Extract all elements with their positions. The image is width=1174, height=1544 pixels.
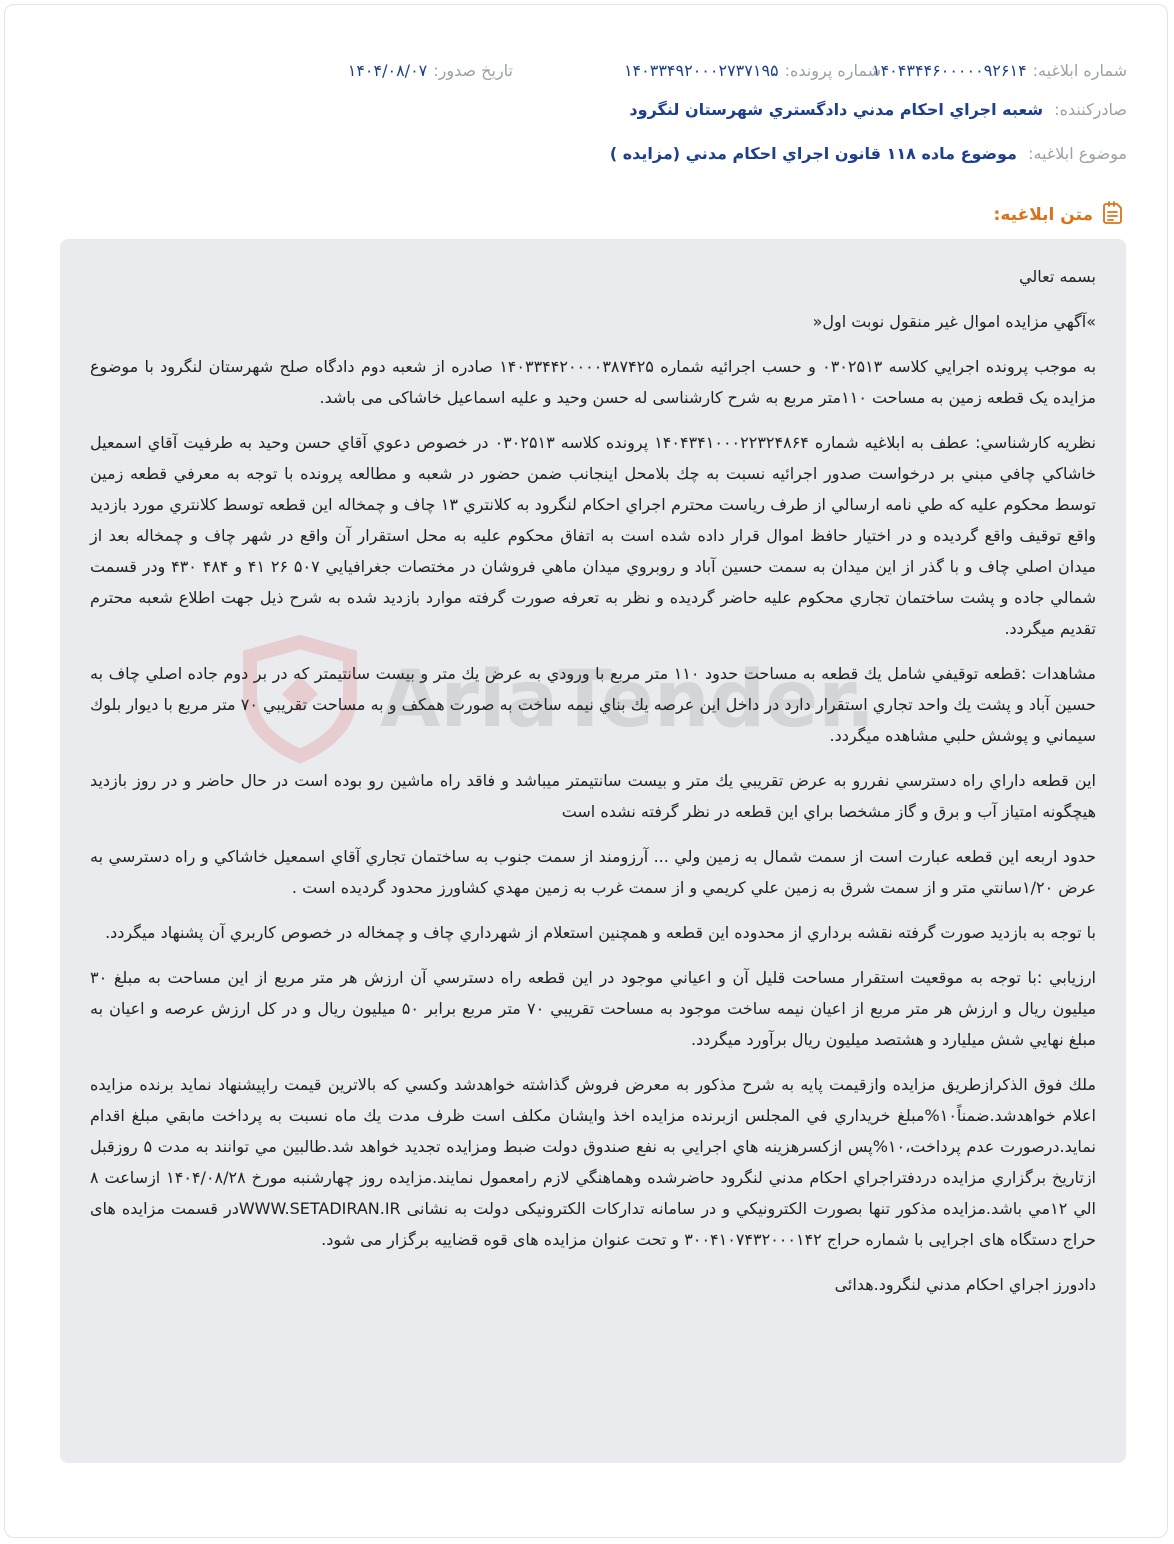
paragraph-4: نظريه كارشناسي: عطف به ابلاغيه شماره ۱۴۰۴۳۴۱۰۰۰۲۲۳۲۴۸۶۴ پرونده كلاسه ۰۳۰۲۵۱۳ در خصوص دعوي آقاي حسن وحيد به طرفيت آقاي اسمعيل خاشاكي چافي مبني بر درخواست صدور اجرائيه نسبت به چك بلامحل اينجانب ضمن حضور در شعبه و مطالعه پرونده با توجه به معرفي قطعه زمين توسط محكوم عليه كه طي نامه ارسالي از طرف رياست محترم اجراي احكام لنگرود به كلانتري ۱۳ چاف و چمخاله اين قطعه توسط كلانتري مورد بازديد واقع توقيف واقع گرديده و در اختيار حافظ اموال قرار داده شده است به اتفاق محكوم عليه به محل استقرار آن واقع در شهر چاف و چمخاله بعد از ميدان اصلي چاف و با گذر از اين ميدان به سمت حسين آباد و روبروي ميدان ماهي فروشان در مختصات جغرافيايي ۵۰۷ ۲۶ ۴۱ و ۴۸۴ ۴۳۰ ودر قسمت شمالي جاده و پشت ساختمان تجاري محكوم عليه حاضر گرديده و نظر به تعرفه صورت گرفته موارد بازديد شده به شرح ذيل جهت اطلاع شعبه محترم تقديم ميگردد. <box>90 433 1096 638</box>
case-number <box>513 61 881 80</box>
paragraph-9: ارزيابي :با توجه به موقعيت استقرار مساحت قليل آن و اعياني موجود در اين قطعه راه دسترسي آن ارزش هر متر مربع از اين مساحت به مبلغ ۳۰ ميليون ريال و ارزش هر متر مربع از اعيان نيمه ساخت موجود به مساحت تقريبي ۷۰ متر مربع برابر ۵۰ ميليون ريال و در كل ارزش عرصه و اعيان به مبلغ نهايي شش ميليارد و هشتصد ميليون ريال برآورد ميگردد. <box>90 968 1097 1049</box>
notice-text-heading <box>994 202 1125 228</box>
document-icon <box>1101 200 1125 231</box>
paragraph-8: با توجه به بازديد صورت گرفته نقشه برداري از محدوده اين قطعه و همچنين استعلام از شهرداري چاف و چمخاله در خصوص كاربري آن پشنهاد ميگردد. <box>105 923 1096 942</box>
watermark-text: AriaTender. <box>380 655 876 745</box>
paragraph-6: اين قطعه داراي راه دسترسي نفررو به عرض تقريبي يك متر و بيست سانتيمتر ميباشد و فاقد راه ماشين رو بوده است در حال حاضر و در روز بازديد هيچگونه امتياز آب و برق و گاز مشخصا براي اين قطعه در نظر گرفته نشده است <box>90 771 1096 821</box>
issuer-line <box>629 100 1127 119</box>
paragraph-10: ملك فوق الذكرازطريق مزايده وازقيمت پايه به شرح مذكور به معرض فروش گذاشته خواهدشد وكسي كه بالاترين قيمت راپيشنهاد نمايد برنده مزايده اعلام خواهدشد.ضمناً۱۰%مبلغ خريداري في المجلس ازبرنده مزايده اخذ وايشان مكلف است ظرف مدت يك ماه نسبت به پرداخت مابقي مبلغ اقدام نمايد.درصورت عدم پرداخت،۱۰%پس ازكسرهزينه هاي اجرايي به نفع صندوق دولت ضبط ومزايده تجديد خواهد شد.طالبين مي توانند به مدت ۵ روزقبل ازتاريخ برگزاري مزايده دردفتراجراي احكام مدني لنگرود حاضرشده وهماهنگي لازم رامعمول نمايند.مزايده روز چهارشنبه مورخ ۱۴۰۴/۰۸/۲۸ ازساعت ۸ الي ۱۲مي باشد.مزايده مذکور تنها بصورت الكترونيكي و در سامانه تدارکات الکترونیکی دولت به نشانی WWW.SETADIRAN.IRدر قسمت مزایده های حراج دستگاه های اجرایی با شماره حراج ۳۰۰۴۱۰۷۴۳۲۰۰۰۱۴۲ و تحت عنوان مزایده های قوه قضاییه برگزار می شود. <box>90 1075 1097 1249</box>
notice-number-label: شماره ابلاغيه: <box>1032 60 1127 80</box>
notice-number <box>871 60 1127 80</box>
paragraph-7: حدود اربعه اين قطعه عبارت است از سمت شمال به زمين ولي ... آرزومند از سمت جنوب به ساختمان تجاري آقاي اسمعيل خاشاكي و راه دسترسي به عرض ۱/۲۰سانتي متر و از سمت شرق به زمين علي كريمي و از سمت غرب به زمين مهدي كشاورز محدود گرديده است . <box>90 847 1096 897</box>
paragraph-2: »آگهي مزايده اموال غير منقول نوبت اول« <box>812 312 1096 331</box>
case-number-label: شماره پرونده: <box>784 60 881 80</box>
issuer-value: شعبه اجراي احكام مدني دادگستري شهرستان لنگرود <box>629 100 1044 119</box>
subject-label: موضوع ابلاغيه: <box>1028 144 1127 163</box>
issue-date-label: تاريخ صدور: <box>433 60 513 80</box>
issuer-label: صادرکننده: <box>1054 100 1127 119</box>
paragraph-3: به موجب پرونده اجرايي كلاسه ۰۳۰۲۵۱۳ و حسب اجرائيه شماره ۱۴۰۳۳۴۴۲۰۰۰۰۳۸۷۴۲۵ صادره از شعبه دوم دادگاه صلح شهرستان لنگرود با موضوع مزايده یک قطعه زمين به مساحت ۱۱۰متر مربع به شرح کارشناسی له حسن وحيد و عليه اسماعيل خاشاکی می باشد. <box>90 357 1097 407</box>
subject-value: موضوع ماده ۱۱۸ قانون اجراي احكام مدني (مزايده ) <box>609 144 1017 163</box>
case-number-value: ۱۴۰۳۳۴۹۲۰۰۰۲۷۳۷۱۹۵ <box>623 60 779 80</box>
paragraph-1: بسمه تعالي <box>1019 267 1096 286</box>
notice-number-value: ۱۴۰۴۳۴۴۶۰۰۰۰۰۹۲۶۱۴ <box>871 60 1027 80</box>
issue-date <box>348 61 513 80</box>
issue-date-value: ۱۴۰۴/۰۸/۰۷ <box>347 60 428 80</box>
notice-meta-row <box>60 58 1127 82</box>
subject-line <box>610 144 1127 163</box>
paragraph-5: مشاهدات :قطعه توقيفي شامل يك قطعه به مساحت حدود ۱۱۰ متر مربع با ورودي به عرض يك متر و بيست سانتيمتر كه در بر دوم جاده اصلي چاف به حسين آباد و پشت يك واحد تجاري استقرار دارد در داخل اين عرصه يك بناي نيمه ساخت به صورت همكف و به مساحت تقريبي ۷۰ متر مربع با ديوار بلوك سيماني و پوشش حلبي مشاهده ميگردد. <box>90 664 1097 745</box>
paragraph-11: دادورز اجراي احكام مدني لنگرود.هدائی <box>834 1275 1096 1294</box>
notice-text-title: متن ابلاغيه: <box>993 205 1093 225</box>
notice-content <box>60 239 1126 1463</box>
